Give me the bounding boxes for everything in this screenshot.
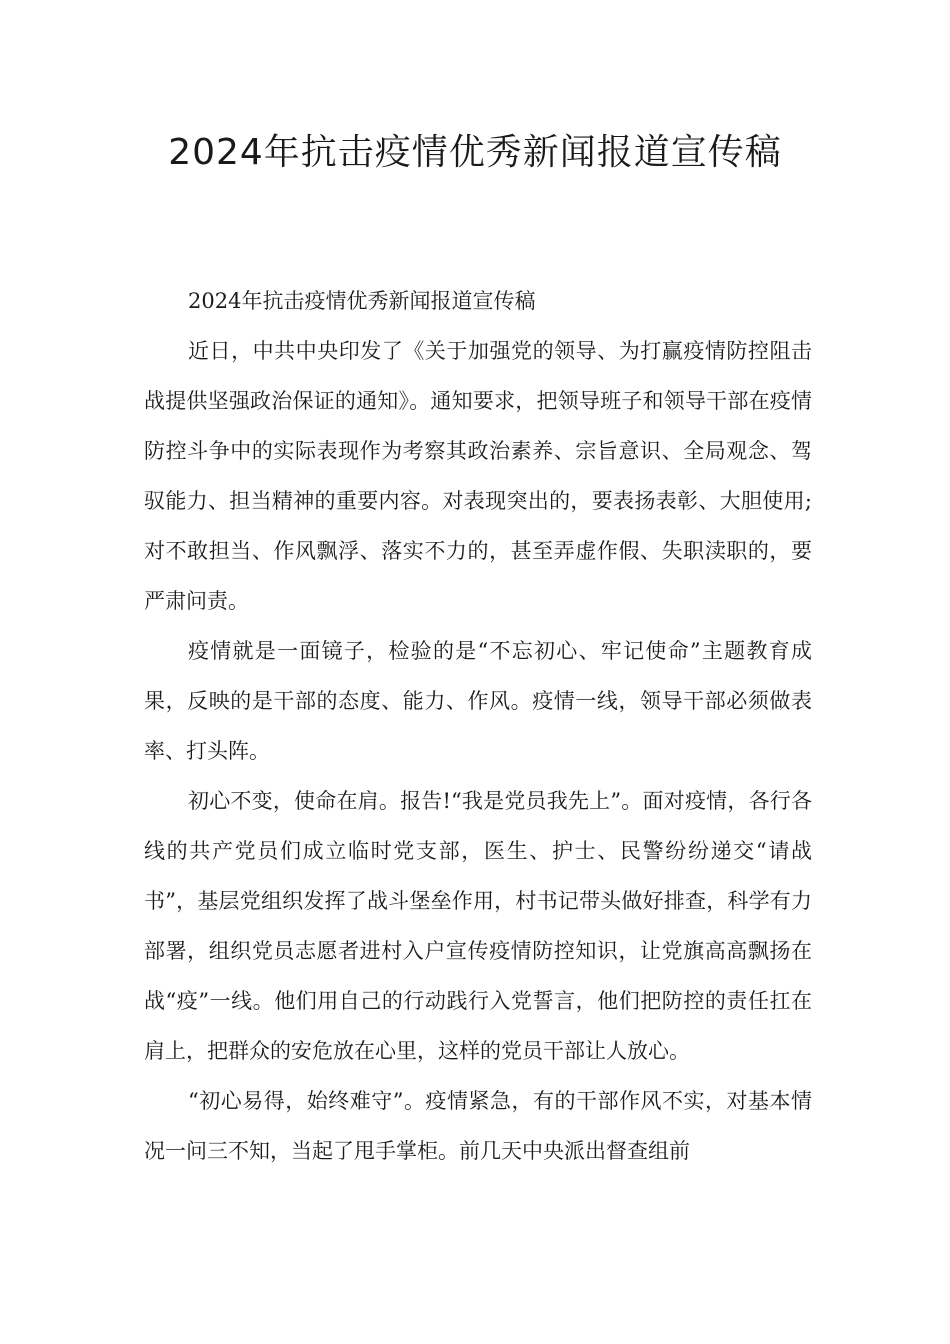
body-paragraph-4: “初心易得，始终难守”。疫情紧急，有的干部作风不实，对基本情况一问三不知，当起了甩手掌柜。前几天中央派出督查组前 [144,1089,812,1163]
body-paragraph-1: 近日，中共中央印发了《关于加强党的领导、为打赢疫情防控阻击战提供坚强政治保证的通知》。通知要求，把领导班子和领导干部在疫情防控斗争中的实际表现作为考察其政治素养、宗旨意识、全局观念、驾驭能力、担当精神的重要内容。对表现突出的，要表扬表彰、大胆使用;对不敢担当、作风飘浮、落实不力的，甚至弄虚作假、失职渎职的，要严肃问责。 [144,339,812,613]
body-paragraph-3: 初心不变，使命在肩。报告!“我是党员我先上”。面对疫情，各行各线的共产党员们成立临时党支部，医生、护士、民警纷纷递交“请战书”，基层党组织发挥了战斗堡垒作用，村书记带头做好排查，科学有力部署，组织党员志愿者进村入户宣传疫情防控知识，让党旗高高飘扬在战“疫”一线。他们用自己的行动践行入党誓言，他们把防控的责任扛在肩上，把群众的安危放在心里，这样的党员干部让人放心。 [144,789,812,1063]
body-subtitle-paragraph: 2024年抗击疫情优秀新闻报道宣传稿 [188,289,536,313]
body-paragraph-2: 疫情就是一面镜子，检验的是“不忘初心、牢记使命”主题教育成果，反映的是干部的态度、能力、作风。疫情一线，领导干部必须做表率、打头阵。 [144,639,812,763]
document-title: 2024年抗击疫情优秀新闻报道宣传稿 [168,132,782,173]
document-body [144,276,812,1176]
